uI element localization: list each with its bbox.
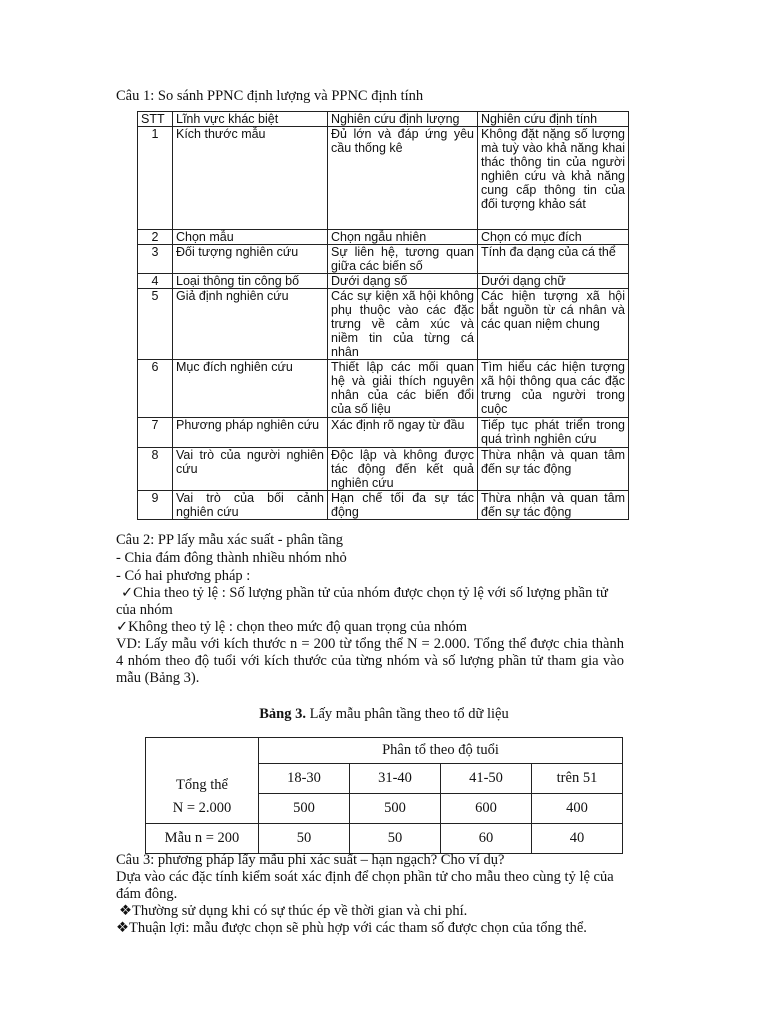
- cell-field: Loại thông tin công bố: [173, 274, 328, 289]
- table-row: [138, 245, 629, 274]
- population-cell: 400: [532, 794, 623, 824]
- population-cell: 600: [441, 794, 532, 824]
- cell-field: Vai trò của bối cảnh nghiên cứu: [173, 491, 328, 520]
- cell-field: Mục đích nghiên cứu: [173, 360, 328, 418]
- cell-field: Phương pháp nghiên cứu: [173, 418, 328, 448]
- cell-qualitative: Các hiện tượng xã hội bắt nguồn từ cá nhân và các quan niệm chung: [478, 289, 629, 360]
- cell-field: Chọn mẫu: [173, 230, 328, 245]
- cell-stt: 2: [138, 230, 173, 245]
- header-stt: STT: [138, 112, 173, 127]
- age-group-cell: trên 51: [532, 764, 623, 794]
- q2-check-nonproportional: ✓Không theo tỷ lệ : chọn theo mức độ quan trọng của nhóm: [116, 619, 468, 635]
- cell-field: Vai trò của người nghiên cứu: [173, 448, 328, 491]
- cell-stt: 7: [138, 418, 173, 448]
- population-label-bottom: N = 2.000: [146, 794, 259, 824]
- table-row: [138, 448, 629, 491]
- cell-quantitative: Thiết lập các mối quan hệ và giải thích nguyên nhân của các biến đổi của số liệu: [328, 360, 478, 418]
- cell-stt: 5: [138, 289, 173, 360]
- sample-cell: 50: [350, 824, 441, 854]
- cell-qualitative: Thừa nhận và quan tâm đến sự tác động: [478, 491, 629, 520]
- q2-check-proportional-cont: của nhóm: [116, 602, 173, 618]
- age-group-cell: 31-40: [350, 764, 441, 794]
- cell-stt: 9: [138, 491, 173, 520]
- cell-qualitative: Tìm hiểu các hiện tượng xã hội thông qua các đặc trưng của người trong cuộc: [478, 360, 629, 418]
- cell-field: Đối tượng nghiên cứu: [173, 245, 328, 274]
- q3-bullet-2: ❖Thuận lợi: mẫu được chọn sẽ phù hợp với các tham số được chọn của tổng thể.: [116, 920, 587, 936]
- table-row: [138, 289, 629, 360]
- cell-field: Giả định nghiên cứu: [173, 289, 328, 360]
- q1-title: Câu 1: So sánh PPNC định lượng và PPNC định tính: [116, 88, 424, 104]
- cell-quantitative: Đủ lớn và đáp ứng yêu cầu thống kê: [328, 127, 478, 230]
- table3-caption-label: Bảng 3.: [259, 706, 306, 722]
- cell-quantitative: Sự liên hệ, tương quan giữa các biến số: [328, 245, 478, 274]
- cell-qualitative: Tiếp tục phát triển trong quá trình nghiên cứu: [478, 418, 629, 448]
- header-field: Lĩnh vực khác biệt: [173, 112, 328, 127]
- sample-cell: 60: [441, 824, 532, 854]
- cell-stt: 8: [138, 448, 173, 491]
- age-group-header: Phân tổ theo độ tuổi: [259, 738, 623, 764]
- q2-check-proportional: ✓Chia theo tỷ lệ : Số lượng phần tử của nhóm được chọn tỷ lệ với số lượng phần tử: [121, 585, 608, 601]
- population-cell: 500: [259, 794, 350, 824]
- table-header-row: [138, 112, 629, 127]
- cell-qualitative: Tính đa dạng của cá thể: [478, 245, 629, 274]
- q3-title: Câu 3: phương pháp lấy mẫu phi xác suất – hạn ngạch? Cho ví dụ?: [116, 852, 505, 868]
- q2-line-2: - Có hai phương pháp :: [116, 568, 251, 584]
- table-row: [138, 127, 629, 230]
- age-group-cell: 41-50: [441, 764, 532, 794]
- q3-bullet-1: ❖Thường sử dụng khi có sự thúc ép về thời gian và chi phí.: [119, 903, 468, 919]
- age-group-cell: 18-30: [259, 764, 350, 794]
- sample-cell: 50: [259, 824, 350, 854]
- header-qualitative: Nghiên cứu định tính: [478, 112, 629, 127]
- table-row: [138, 230, 629, 245]
- table3-caption: [0, 706, 768, 723]
- cell-stt: 3: [138, 245, 173, 274]
- comparison-table: [137, 111, 629, 520]
- cell-qualitative: Dưới dạng chữ: [478, 274, 629, 289]
- cell-quantitative: Chọn ngẫu nhiên: [328, 230, 478, 245]
- population-cell: 500: [350, 794, 441, 824]
- cell-quantitative: Dưới dạng số: [328, 274, 478, 289]
- header-quantitative: Nghiên cứu định lượng: [328, 112, 478, 127]
- sample-label: Mẫu n = 200: [146, 824, 259, 854]
- table3-caption-text: Lấy mẫu phân tầng theo tổ dữ liệu: [305, 706, 509, 722]
- table-row: [138, 418, 629, 448]
- cell-stt: 6: [138, 360, 173, 418]
- q2-line-1: - Chia đám đông thành nhiều nhóm nhỏ: [116, 550, 347, 566]
- cell-quantitative: Các sự kiện xã hội không phụ thuộc vào các đặc trưng về cảm xúc và niềm tin của từng cá nhân: [328, 289, 478, 360]
- table-row: [138, 360, 629, 418]
- cell-quantitative: Độc lập và không được tác động đến kết quả nghiên cứu: [328, 448, 478, 491]
- cell-qualitative: Chọn có mục đích: [478, 230, 629, 245]
- empty-corner-cell: [146, 738, 259, 764]
- table-row: [138, 274, 629, 289]
- population-label-top: Tổng thể: [146, 764, 259, 794]
- q2-example: VD: Lấy mẫu với kích thước n = 200 từ tổng thể N = 2.000. Tổng thể được chia thành 4 nhóm theo độ tuổi với kích thước của từng nhóm và số lượng phần tử tham gia vào mẫu (Bảng 3).: [116, 636, 624, 686]
- cell-stt: 1: [138, 127, 173, 230]
- q3-description: Dựa vào các đặc tính kiểm soát xác định để chọn phần tử cho mẫu theo cùng tỷ lệ của đám đông.: [116, 869, 614, 902]
- sample-cell: 40: [532, 824, 623, 854]
- cell-quantitative: Xác định rõ ngay từ đầu: [328, 418, 478, 448]
- cell-qualitative: Thừa nhận và quan tâm đến sự tác động: [478, 448, 629, 491]
- table-row: [138, 491, 629, 520]
- cell-quantitative: Hạn chế tối đa sự tác động: [328, 491, 478, 520]
- cell-qualitative: Không đặt nặng số lượng mà tuỳ vào khả năng khai thác thông tin của người nghiên cứu và khả năng cung cấp thông tin của đối tượng khảo sát: [478, 127, 629, 230]
- cell-stt: 4: [138, 274, 173, 289]
- q2-title: Câu 2: PP lấy mẫu xác suất - phân tầng: [116, 532, 343, 548]
- cell-field: Kích thước mẫu: [173, 127, 328, 230]
- stratified-sampling-table: [145, 737, 623, 854]
